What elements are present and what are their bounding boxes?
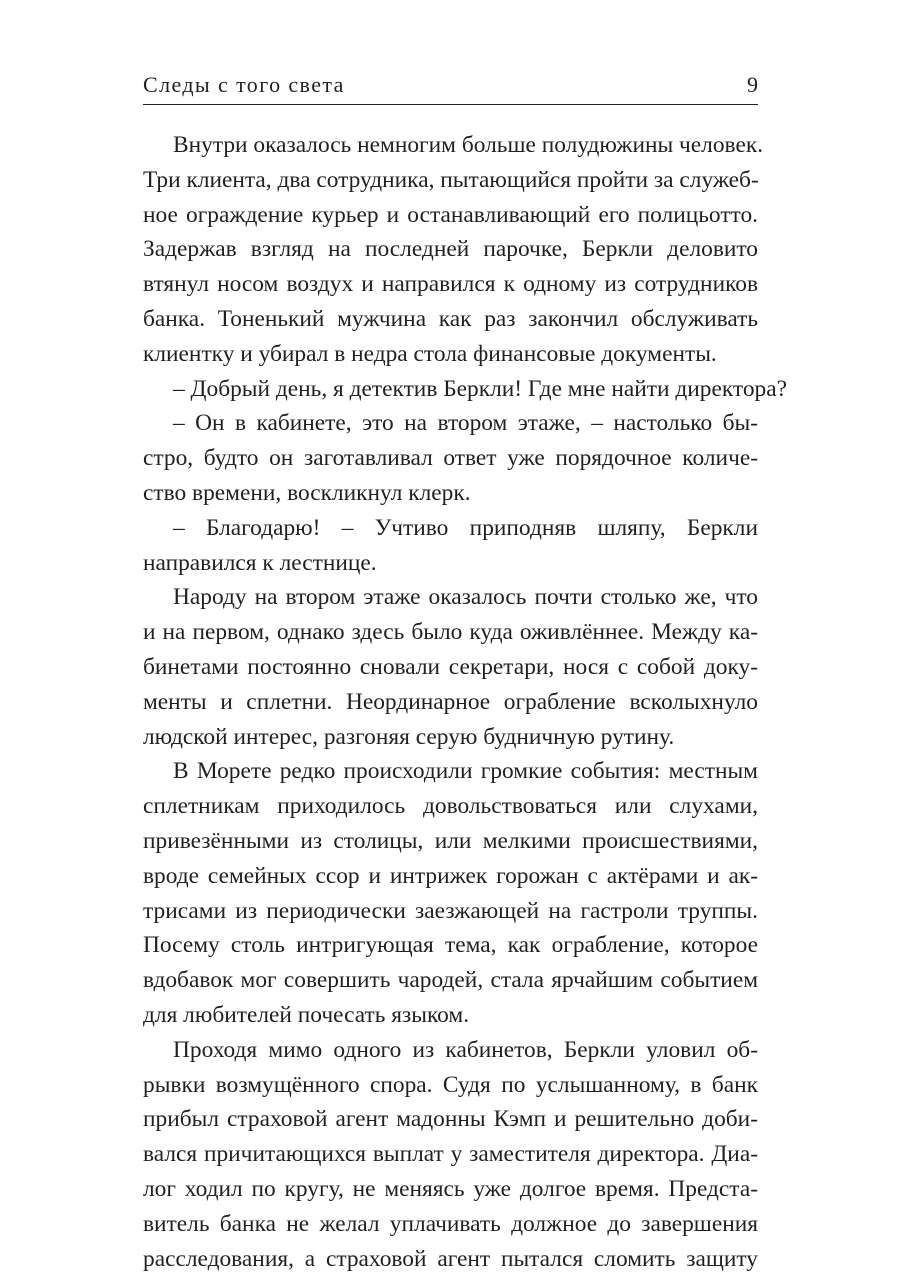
text-line: – Благодарю! – Учтиво приподняв шляпу, Беркли [143,511,758,546]
running-title: Следы с того света [143,72,345,98]
text-line: расследования, а страховой агент пытался сломить защиту [143,1242,758,1276]
text-line: Проходя мимо одного из кабинетов, Беркли уловил об- [143,1033,758,1068]
text-line: – Добрый день, я детектив Беркли! Где мне найти директора? [143,372,758,407]
text-line: В Морете редко происходили громкие события: местным [143,754,758,789]
text-line: ство времени, воскликнул клерк. [143,476,758,511]
text-line: людской интерес, разгоняя серую будничную рутину. [143,720,758,755]
text-line: и на первом, однако здесь было куда оживлённее. Между ка- [143,615,758,650]
paragraph [143,754,758,1032]
page-number: 9 [747,72,758,98]
text-line: рывки возмущённого спора. Судя по услышанному, в банк [143,1068,758,1103]
text-line: вдобавок мог совершить чародей, стала ярчайшим событием [143,963,758,998]
text-line: вроде семейных ссор и интрижек горожан с актёрами и ак- [143,859,758,894]
text-line: – Он в кабинете, это на втором этаже, – настолько бы- [143,406,758,441]
header-rule [143,104,758,105]
paragraph [143,1033,758,1276]
paragraph [143,372,758,407]
running-head [143,66,758,98]
text-line: вался причитающихся выплат у заместителя директора. Диа- [143,1137,758,1172]
text-line: банка. Тоненький мужчина как раз закончил обслуживать [143,302,758,337]
text-line: Народу на втором этаже оказалось почти столько же, что [143,580,758,615]
text-line: втянул носом воздух и направился к одному из сотрудников [143,267,758,302]
text-line: сплетникам приходилось довольствоваться или слухами, [143,789,758,824]
paragraph [143,128,758,372]
text-line: витель банка не желал уплачивать должное до завершения [143,1207,758,1242]
text-line: трисами из периодически заезжающей на гастроли труппы. [143,894,758,929]
body-text [143,128,758,1276]
text-line: лог ходил по кругу, не меняясь уже долгое время. Предста- [143,1172,758,1207]
text-line: стро, будто он заготавливал ответ уже порядочное количе- [143,441,758,476]
text-line: Посему столь интригующая тема, как ограбление, которое [143,928,758,963]
text-line: прибыл страховой агент мадонны Кэмп и решительно доби- [143,1102,758,1137]
text-line: Задержав взгляд на последней парочке, Беркли деловито [143,232,758,267]
text-line: Три клиента, два сотрудника, пытающийся пройти за служеб- [143,163,758,198]
text-line: бинетами постоянно сновали секретари, нося с собой доку- [143,650,758,685]
paragraph [143,580,758,754]
text-line: менты и сплетни. Неординарное ограбление всколыхнуло [143,685,758,720]
text-line: направился к лестнице. [143,546,758,581]
text-line: ное ограждение курьер и останавливающий его полицьотто. [143,198,758,233]
text-line: привезёнными из столицы, или мелкими происшествиями, [143,824,758,859]
text-line: клиентку и убирал в недра стола финансовые документы. [143,337,758,372]
text-line: для любителей почесать языком. [143,998,758,1033]
text-line: Внутри оказалось немногим больше полудюжины человек. [143,128,758,163]
paragraph [143,511,758,581]
paragraph [143,406,758,510]
